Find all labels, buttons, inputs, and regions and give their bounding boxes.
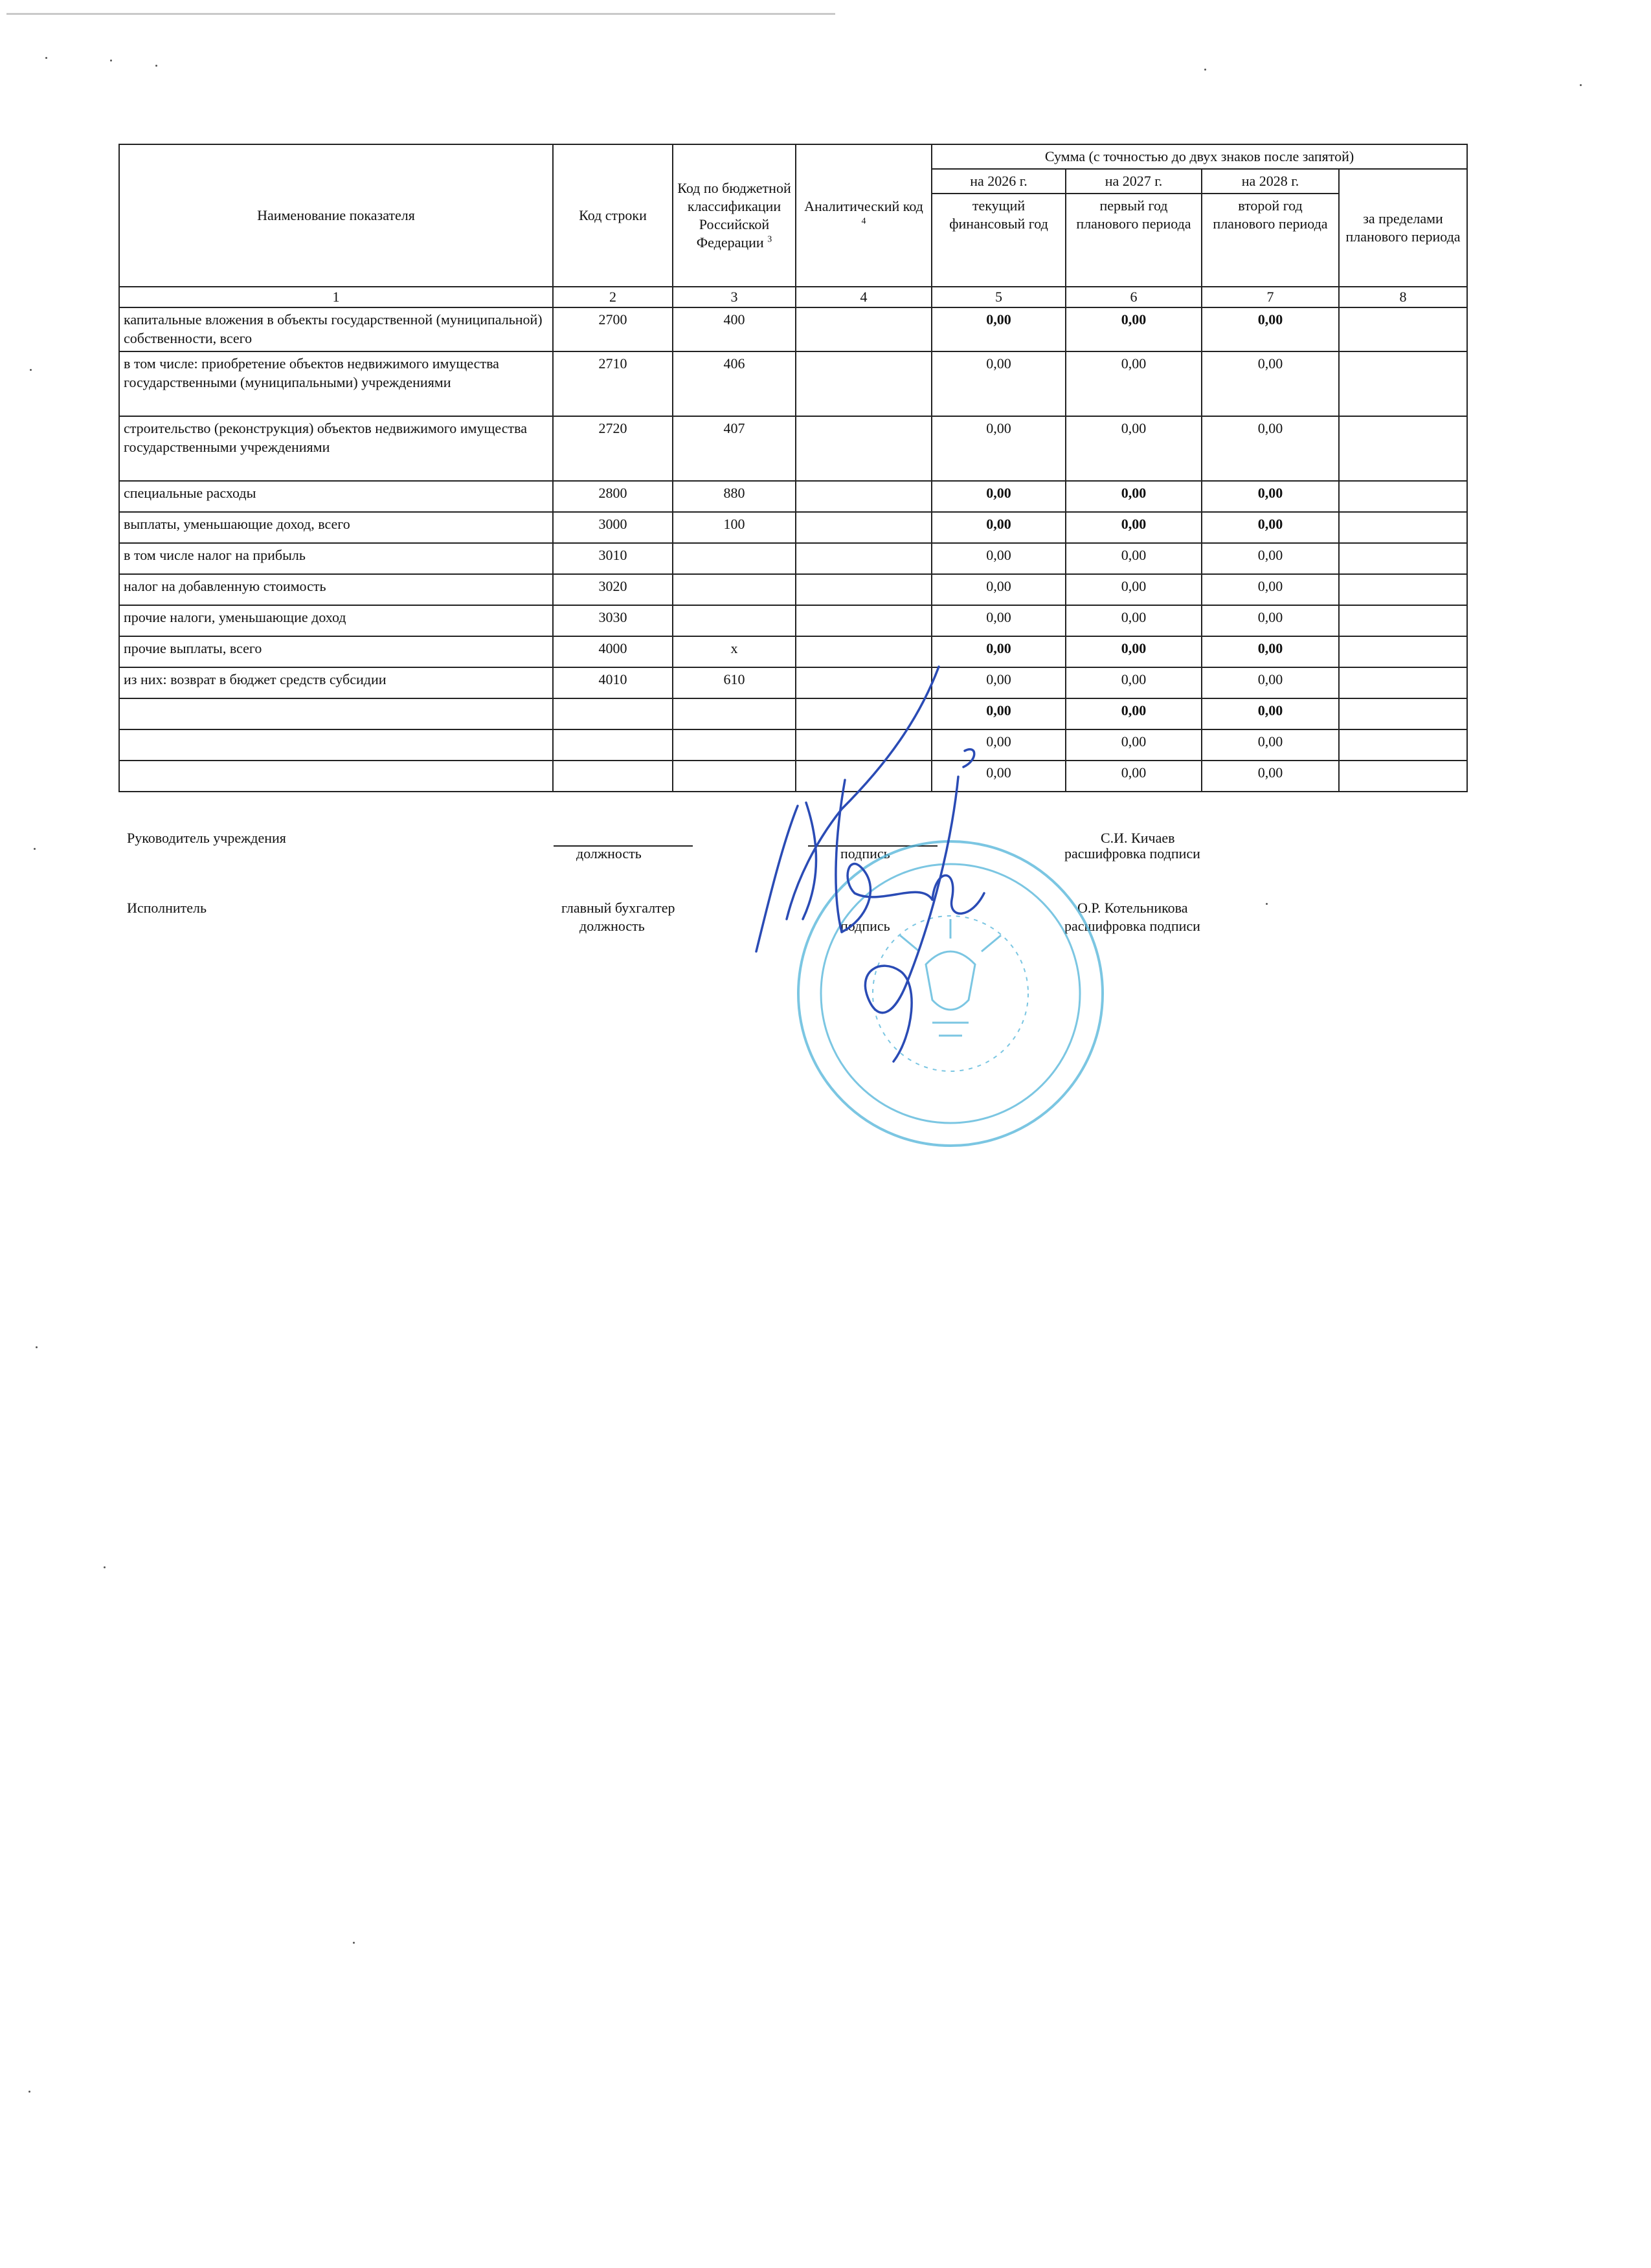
row-value-2028: 0,00 xyxy=(1202,416,1339,481)
exec-sign-caption: подпись xyxy=(840,918,890,934)
header-analytic-code: Аналитический код $^4$ xyxy=(796,144,932,287)
row-line-code: 3010 xyxy=(553,543,673,574)
row-value-2027: 0,00 xyxy=(1066,667,1202,698)
row-name: специальные расходы xyxy=(119,481,553,512)
footnote-mark: 4 xyxy=(861,216,866,227)
row-name: выплаты, уменьшающие доход, всего xyxy=(119,512,553,543)
row-value-2027: 0,00 xyxy=(1066,574,1202,605)
row-line-code: 3020 xyxy=(553,574,673,605)
row-name: в том числе: приобретение объектов недвижимого имущества государственными (муниципальными) учреждениями xyxy=(119,351,553,416)
row-value-2027: 0,00 xyxy=(1066,543,1202,574)
row-value-2027: 0,00 xyxy=(1066,416,1202,481)
exec-name: О.Р. Котельникова xyxy=(1077,900,1188,916)
row-budget-code: х xyxy=(673,636,796,667)
row-value-2028: 0,00 xyxy=(1202,729,1339,761)
header-col7: второй год планового периода xyxy=(1202,194,1339,287)
row-budget-code: 880 xyxy=(673,481,796,512)
column-number: 7 xyxy=(1202,287,1339,307)
row-value-2028: 0,00 xyxy=(1202,667,1339,698)
row-line-code: 2710 xyxy=(553,351,673,416)
row-value-2028: 0,00 xyxy=(1202,481,1339,512)
header-col6: первый год планового периода xyxy=(1066,194,1202,287)
exec-position-caption: должность xyxy=(579,918,645,934)
row-value-2026: 0,00 xyxy=(932,698,1066,729)
header-col8: за пределами планового периода xyxy=(1339,169,1467,287)
header-col5: текущий финансовый год xyxy=(932,194,1066,287)
row-value-2028: 0,00 xyxy=(1202,543,1339,574)
column-number: 5 xyxy=(932,287,1066,307)
scan-speck xyxy=(353,1942,355,1944)
row-name: капитальные вложения в объекты государственной (муниципальной) собственности, всего xyxy=(119,307,553,351)
row-line-code: 2700 xyxy=(553,307,673,351)
row-value-2026: 0,00 xyxy=(932,605,1066,636)
row-value-2026: 0,00 xyxy=(932,512,1066,543)
header-sum-group: Сумма (с точностью до двух знаков после запятой) xyxy=(932,144,1467,169)
header-name: Наименование показателя xyxy=(119,144,553,287)
row-value-2026: 0,00 xyxy=(932,543,1066,574)
row-line-code: 4000 xyxy=(553,636,673,667)
row-value-2027: 0,00 xyxy=(1066,729,1202,761)
row-name: из них: возврат в бюджет средств субсидии xyxy=(119,667,553,698)
row-value-2028: 0,00 xyxy=(1202,351,1339,416)
column-number: 3 xyxy=(673,287,796,307)
row-value-2026: 0,00 xyxy=(932,481,1066,512)
head-name: С.И. Кичаев xyxy=(1101,830,1175,846)
row-value-2026: 0,00 xyxy=(932,307,1066,351)
row-value-2028: 0,00 xyxy=(1202,512,1339,543)
header-budget-code: Код по бюджетной классификации Российской Федерации $^3$ xyxy=(673,144,796,287)
row-line-code: 4010 xyxy=(553,667,673,698)
row-value-2027: 0,00 xyxy=(1066,307,1202,351)
row-value-2026: 0,00 xyxy=(932,416,1066,481)
column-number: 4 xyxy=(796,287,932,307)
row-value-2027: 0,00 xyxy=(1066,605,1202,636)
header-year-2027: на 2027 г. xyxy=(1066,169,1202,194)
row-name: строительство (реконструкция) объектов недвижимого имущества государственными учреждениями xyxy=(119,416,553,481)
header-line-code: Код строки xyxy=(553,144,673,287)
row-name: налог на добавленную стоимость xyxy=(119,574,553,605)
row-value-2027: 0,00 xyxy=(1066,512,1202,543)
exec-name-caption: расшифровка подписи xyxy=(1064,918,1200,934)
row-value-2027: 0,00 xyxy=(1066,351,1202,416)
row-value-2026: 0,00 xyxy=(932,574,1066,605)
row-line-code: 2800 xyxy=(553,481,673,512)
row-value-2026: 0,00 xyxy=(932,351,1066,416)
head-name-caption: расшифровка подписи xyxy=(1064,845,1200,862)
head-sign-caption: подпись xyxy=(840,845,890,862)
row-name: в том числе налог на прибыль xyxy=(119,543,553,574)
row-budget-code: 406 xyxy=(673,351,796,416)
row-line-code: 2720 xyxy=(553,416,673,481)
row-value-2026: 0,00 xyxy=(932,667,1066,698)
row-name: прочие выплаты, всего xyxy=(119,636,553,667)
row-value-2028: 0,00 xyxy=(1202,698,1339,729)
scan-speck xyxy=(28,2091,30,2093)
row-value-2026: 0,00 xyxy=(932,761,1066,792)
row-value-2026: 0,00 xyxy=(932,636,1066,667)
row-name: прочие налоги, уменьшающие доход xyxy=(119,605,553,636)
scan-speck xyxy=(104,1566,106,1568)
head-position-caption: должность xyxy=(576,845,642,862)
head-label: Руководитель учреждения xyxy=(127,830,286,846)
column-number: 2 xyxy=(553,287,673,307)
row-value-2026: 0,00 xyxy=(932,729,1066,761)
scan-speck xyxy=(36,1346,38,1348)
column-number: 8 xyxy=(1339,287,1467,307)
column-number: 1 xyxy=(119,287,553,307)
row-budget-code: 400 xyxy=(673,307,796,351)
row-budget-code: 407 xyxy=(673,416,796,481)
header-year-2026: на 2026 г. xyxy=(932,169,1066,194)
row-value-2028: 0,00 xyxy=(1202,761,1339,792)
row-budget-code: 610 xyxy=(673,667,796,698)
header-year-2028: на 2028 г. xyxy=(1202,169,1339,194)
row-value-2027: 0,00 xyxy=(1066,761,1202,792)
footnote-mark: 3 xyxy=(767,234,772,245)
row-value-2027: 0,00 xyxy=(1066,698,1202,729)
official-seal xyxy=(798,841,1103,1146)
exec-label: Исполнитель xyxy=(127,900,207,916)
row-value-2028: 0,00 xyxy=(1202,636,1339,667)
row-line-code: 3000 xyxy=(553,512,673,543)
row-value-2027: 0,00 xyxy=(1066,636,1202,667)
column-number: 6 xyxy=(1066,287,1202,307)
row-value-2028: 0,00 xyxy=(1202,605,1339,636)
row-value-2028: 0,00 xyxy=(1202,574,1339,605)
row-value-2027: 0,00 xyxy=(1066,481,1202,512)
row-budget-code: 100 xyxy=(673,512,796,543)
exec-position: главный бухгалтер xyxy=(561,900,675,916)
row-value-2028: 0,00 xyxy=(1202,307,1339,351)
row-line-code: 3030 xyxy=(553,605,673,636)
